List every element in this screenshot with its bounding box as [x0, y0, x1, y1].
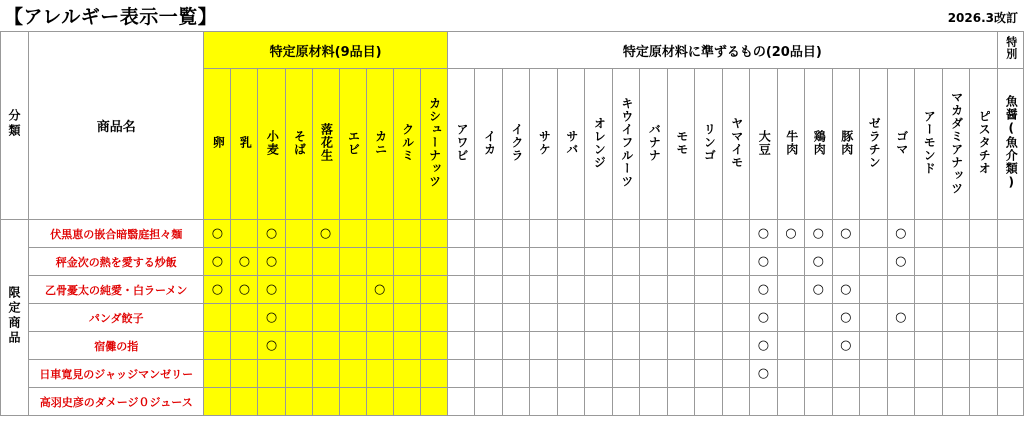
allergen-cell [258, 360, 285, 388]
contains-mark: ○ [895, 254, 907, 269]
allergen-cell [557, 332, 584, 360]
allergen-cell [393, 304, 420, 332]
allergen-cell [640, 304, 667, 332]
allergen-cell [805, 220, 832, 248]
allergen-cell [420, 388, 447, 416]
allergen-cell [612, 248, 639, 276]
allergen-cell [915, 332, 942, 360]
allergen-cell [915, 220, 942, 248]
allergen-cell [557, 220, 584, 248]
allergen-cell [750, 304, 777, 332]
contains-mark: ○ [211, 226, 224, 241]
allergen-header: カシューナッツ [420, 69, 447, 220]
allergen-cell [722, 360, 749, 388]
allergen-cell [612, 332, 639, 360]
allergen-cell [557, 304, 584, 332]
category-header: 分類 [1, 32, 29, 220]
allergen-header: カニ [366, 69, 393, 220]
table-row [1, 248, 1024, 276]
allergen-cell [612, 388, 639, 416]
allergen-cell [231, 248, 258, 276]
allergen-cell [258, 220, 285, 248]
allergen-cell [475, 276, 502, 304]
allergen-cell [231, 388, 258, 416]
allergen-cell [285, 248, 312, 276]
allergen-header: クルミ [393, 69, 420, 220]
allergen-cell [860, 248, 887, 276]
allergen-cell [860, 220, 887, 248]
allergen-cell [805, 332, 832, 360]
product-name: 高羽史彦のダメージ０ジュース [29, 388, 204, 416]
allergen-cell [231, 360, 258, 388]
allergen-cell [970, 276, 998, 304]
allergen-cell [970, 304, 998, 332]
allergen-cell [612, 220, 639, 248]
allergen-cell [942, 248, 969, 276]
allergen-cell [447, 248, 474, 276]
allergen-cell [393, 388, 420, 416]
allergen-cell [915, 304, 942, 332]
allergen-cell [557, 360, 584, 388]
allergen-header: 落花生 [312, 69, 339, 220]
allergen-cell [722, 276, 749, 304]
allergen-cell [258, 332, 285, 360]
allergen-cell [860, 360, 887, 388]
allergen-header: 小麦 [258, 69, 285, 220]
contains-mark: ○ [812, 254, 825, 269]
allergen-cell [204, 360, 231, 388]
allergen-cell [447, 388, 474, 416]
allergen-header: ゼラチン [860, 69, 887, 220]
allergen-cell [722, 220, 749, 248]
allergen-cell [447, 360, 474, 388]
allergen-cell [832, 360, 859, 388]
allergen-cell [475, 220, 502, 248]
allergen-cell [805, 388, 832, 416]
contains-mark: ○ [812, 226, 825, 241]
allergen-header: 魚醤(魚介類) [997, 69, 1023, 220]
allergen-cell [667, 276, 694, 304]
allergen-cell [887, 332, 914, 360]
product-name: パンダ餃子 [29, 304, 204, 332]
allergen-cell [366, 276, 393, 304]
allergen-header: アワビ [447, 69, 474, 220]
allergen-header: そば [285, 69, 312, 220]
allergen-cell [312, 220, 339, 248]
allergen-cell [366, 360, 393, 388]
allergen-cell [942, 220, 969, 248]
allergen-cell [393, 360, 420, 388]
allergen-cell [530, 304, 557, 332]
allergen-cell [942, 276, 969, 304]
allergen-cell [557, 388, 584, 416]
group-header-row [1, 32, 1024, 69]
allergen-cell [475, 248, 502, 276]
allergen-cell [530, 276, 557, 304]
allergen-cell [805, 248, 832, 276]
product-name: 日車寛見のジャッジマンゼリー [29, 360, 204, 388]
allergen-cell [612, 276, 639, 304]
allergen-cell [887, 276, 914, 304]
allergen-cell [285, 220, 312, 248]
contains-mark: ○ [785, 226, 797, 241]
product-header: 商品名 [29, 32, 204, 220]
contains-mark: ○ [757, 366, 770, 381]
allergen-cell [722, 388, 749, 416]
allergen-cell [530, 332, 557, 360]
allergen-cell [750, 220, 777, 248]
allergen-cell [695, 304, 722, 332]
allergen-cell [447, 220, 474, 248]
allergen-header: サバ [557, 69, 584, 220]
contains-mark: ○ [265, 282, 278, 297]
allergen-cell [997, 220, 1023, 248]
allergen-cell [997, 332, 1023, 360]
allergen-cell [285, 360, 312, 388]
allergen-cell [997, 276, 1023, 304]
allergen-cell [887, 360, 914, 388]
allergen-cell [312, 248, 339, 276]
allergen-cell [420, 360, 447, 388]
contains-mark: ○ [265, 226, 278, 241]
allergen-cell [393, 248, 420, 276]
allergen-header: バナナ [640, 69, 667, 220]
allergen-cell [339, 276, 366, 304]
allergen-cell [204, 388, 231, 416]
allergen-cell [997, 248, 1023, 276]
allergen-cell [832, 388, 859, 416]
allergen-cell [970, 332, 998, 360]
allergen-cell [832, 276, 859, 304]
allergen-cell [667, 388, 694, 416]
category-cell: 限定商品 [1, 220, 29, 416]
allergen-cell [942, 332, 969, 360]
allergen-cell [312, 360, 339, 388]
table-row [1, 276, 1024, 304]
allergen-header: モモ [667, 69, 694, 220]
allergen-header: オレンジ [585, 69, 612, 220]
allergen-cell [667, 360, 694, 388]
table-row [1, 360, 1024, 388]
allergen-cell [722, 332, 749, 360]
allergen-cell [366, 388, 393, 416]
allergen-cell [339, 248, 366, 276]
allergen-cell [502, 220, 529, 248]
allergen-cell [832, 304, 859, 332]
allergen-cell [312, 276, 339, 304]
allergen-cell [366, 220, 393, 248]
allergen-cell [502, 248, 529, 276]
allergen-cell [640, 332, 667, 360]
allergen-cell [420, 332, 447, 360]
allergen-cell [420, 276, 447, 304]
allergen-cell [530, 220, 557, 248]
allergen-cell [420, 304, 447, 332]
allergen-cell [475, 304, 502, 332]
product-name: 乙骨憂太の純愛・白ラーメン [29, 276, 204, 304]
group-special-20: 特定原材料に準ずるもの(20品目) [447, 32, 997, 69]
allergen-cell [447, 332, 474, 360]
allergen-cell [887, 388, 914, 416]
allergen-cell [915, 388, 942, 416]
allergen-header: イカ [475, 69, 502, 220]
allergen-header: 卵 [204, 69, 231, 220]
contains-mark: ○ [757, 282, 770, 297]
allergen-cell [640, 220, 667, 248]
table-row [1, 304, 1024, 332]
allergen-header: ヤマイモ [722, 69, 749, 220]
allergen-cell [204, 248, 231, 276]
product-name: 伏黒恵の嵌合暗翳庭担々麺 [29, 220, 204, 248]
allergen-cell [204, 332, 231, 360]
contains-mark: ○ [840, 338, 852, 353]
allergen-cell [447, 276, 474, 304]
contains-mark: ○ [374, 282, 386, 297]
group-special-9: 特定原材料(9品目) [204, 32, 447, 69]
contains-mark: ○ [757, 338, 770, 353]
allergen-cell [585, 360, 612, 388]
table-row [1, 388, 1024, 416]
allergen-cell [777, 248, 804, 276]
allergen-cell [420, 220, 447, 248]
allergen-cell [970, 360, 998, 388]
contains-mark: ○ [211, 282, 224, 297]
allergen-cell [942, 304, 969, 332]
allergen-header: 牛肉 [777, 69, 804, 220]
allergen-cell [915, 276, 942, 304]
allergen-cell [339, 360, 366, 388]
allergen-cell [805, 304, 832, 332]
contains-mark: ○ [238, 254, 251, 269]
allergen-cell [285, 304, 312, 332]
allergen-cell [339, 332, 366, 360]
allergen-cell [750, 276, 777, 304]
allergen-cell [612, 304, 639, 332]
allergen-header: イクラ [502, 69, 529, 220]
allergen-cell [585, 276, 612, 304]
allergen-cell [832, 332, 859, 360]
allergen-cell [750, 248, 777, 276]
allergen-cell [970, 388, 998, 416]
allergen-cell [502, 360, 529, 388]
page-title: 【アレルギー表示一覧】 [4, 6, 218, 28]
allergen-cell [750, 360, 777, 388]
allergen-cell [942, 360, 969, 388]
allergen-cell [366, 332, 393, 360]
allergen-cell [860, 304, 887, 332]
allergen-cell [585, 248, 612, 276]
allergen-table [0, 31, 1024, 416]
allergen-header: ゴマ [887, 69, 914, 220]
allergen-cell [860, 332, 887, 360]
allergen-cell [258, 276, 285, 304]
allergen-cell [860, 276, 887, 304]
allergen-header: ピスタチオ [970, 69, 998, 220]
allergen-cell [887, 248, 914, 276]
allergen-cell [695, 360, 722, 388]
allergen-cell [832, 220, 859, 248]
allergen-cell [393, 276, 420, 304]
allergen-cell [339, 304, 366, 332]
allergen-cell [860, 388, 887, 416]
allergen-cell [530, 248, 557, 276]
allergen-cell [640, 276, 667, 304]
allergen-cell [997, 360, 1023, 388]
allergen-cell [502, 332, 529, 360]
allergen-cell [640, 248, 667, 276]
contains-mark: ○ [265, 254, 278, 269]
allergen-cell [942, 388, 969, 416]
allergen-header: リンゴ [695, 69, 722, 220]
allergen-cell [339, 220, 366, 248]
contains-mark: ○ [840, 310, 852, 325]
allergen-header: 大豆 [750, 69, 777, 220]
contains-mark: ○ [211, 254, 224, 269]
allergen-header: エビ [339, 69, 366, 220]
contains-mark: ○ [895, 310, 907, 325]
allergen-cell [585, 388, 612, 416]
allergen-cell [475, 388, 502, 416]
contains-mark: ○ [238, 282, 251, 297]
allergen-cell [204, 220, 231, 248]
allergen-cell [695, 220, 722, 248]
allergen-cell [475, 360, 502, 388]
allergen-cell [258, 248, 285, 276]
allergen-cell [231, 304, 258, 332]
allergen-cell [231, 220, 258, 248]
revision-label: 2026.3改訂 [947, 11, 1018, 25]
allergen-cell [204, 304, 231, 332]
allergen-cell [667, 248, 694, 276]
allergen-cell [695, 248, 722, 276]
product-name: 秤金次の熱を愛する炒飯 [29, 248, 204, 276]
allergen-cell [285, 276, 312, 304]
allergen-cell [258, 304, 285, 332]
allergen-cell [530, 360, 557, 388]
allergen-cell [420, 248, 447, 276]
allergen-header: 鶏肉 [805, 69, 832, 220]
allergen-cell [970, 220, 998, 248]
allergen-cell [722, 248, 749, 276]
allergen-cell [285, 332, 312, 360]
allergen-cell [695, 388, 722, 416]
allergen-cell [612, 360, 639, 388]
allergen-cell [312, 304, 339, 332]
allergen-cell [777, 304, 804, 332]
allergen-cell [231, 276, 258, 304]
allergen-cell [750, 388, 777, 416]
table-row [1, 220, 1024, 248]
allergen-cell [722, 304, 749, 332]
contains-mark: ○ [757, 254, 770, 269]
allergen-cell [915, 360, 942, 388]
allergen-cell [997, 304, 1023, 332]
contains-mark: ○ [757, 310, 770, 325]
allergen-cell [366, 304, 393, 332]
allergen-cell [667, 220, 694, 248]
contains-mark: ○ [840, 282, 852, 297]
allergen-cell [502, 276, 529, 304]
allergen-cell [585, 220, 612, 248]
allergen-cell [777, 276, 804, 304]
contains-mark: ○ [319, 226, 332, 241]
allergen-cell [695, 332, 722, 360]
allergen-cell [777, 360, 804, 388]
contains-mark: ○ [895, 226, 907, 241]
allergen-header: マカダミアナッツ [942, 69, 969, 220]
allergen-cell [557, 248, 584, 276]
allergen-cell [312, 388, 339, 416]
contains-mark: ○ [757, 226, 770, 241]
allergen-cell [750, 332, 777, 360]
allergen-cell [915, 248, 942, 276]
allergen-header: サケ [530, 69, 557, 220]
allergen-cell [557, 276, 584, 304]
contains-mark: ○ [812, 282, 825, 297]
allergen-cell [695, 276, 722, 304]
allergen-cell [777, 220, 804, 248]
allergen-cell [339, 388, 366, 416]
allergen-cell [832, 248, 859, 276]
allergen-cell [231, 332, 258, 360]
allergen-cell [393, 220, 420, 248]
allergen-header: キウイフルーツ [612, 69, 639, 220]
allergen-cell [777, 332, 804, 360]
contains-mark: ○ [265, 310, 278, 325]
allergen-cell [997, 388, 1023, 416]
allergen-cell [887, 304, 914, 332]
allergen-cell [312, 332, 339, 360]
allergen-cell [585, 304, 612, 332]
allergen-header: 乳 [231, 69, 258, 220]
allergen-cell [530, 388, 557, 416]
allergen-cell [777, 388, 804, 416]
allergen-cell [204, 276, 231, 304]
allergen-cell [393, 332, 420, 360]
allergen-header: 豚肉 [832, 69, 859, 220]
allergen-cell [805, 276, 832, 304]
allergen-cell [887, 220, 914, 248]
contains-mark: ○ [265, 338, 278, 353]
allergen-cell [475, 332, 502, 360]
allergen-cell [640, 360, 667, 388]
allergen-cell [502, 388, 529, 416]
allergen-cell [502, 304, 529, 332]
allergen-cell [447, 304, 474, 332]
allergen-header: アーモンド [915, 69, 942, 220]
allergen-cell [667, 332, 694, 360]
product-name: 宿儺の指 [29, 332, 204, 360]
allergen-cell [640, 388, 667, 416]
allergen-cell [366, 248, 393, 276]
allergen-cell [805, 360, 832, 388]
allergen-cell [285, 388, 312, 416]
contains-mark: ○ [840, 226, 852, 241]
allergen-cell [585, 332, 612, 360]
allergen-cell [258, 388, 285, 416]
allergen-cell [667, 304, 694, 332]
allergen-cell [970, 248, 998, 276]
table-row [1, 332, 1024, 360]
group-special-other: 特別 [997, 32, 1023, 69]
